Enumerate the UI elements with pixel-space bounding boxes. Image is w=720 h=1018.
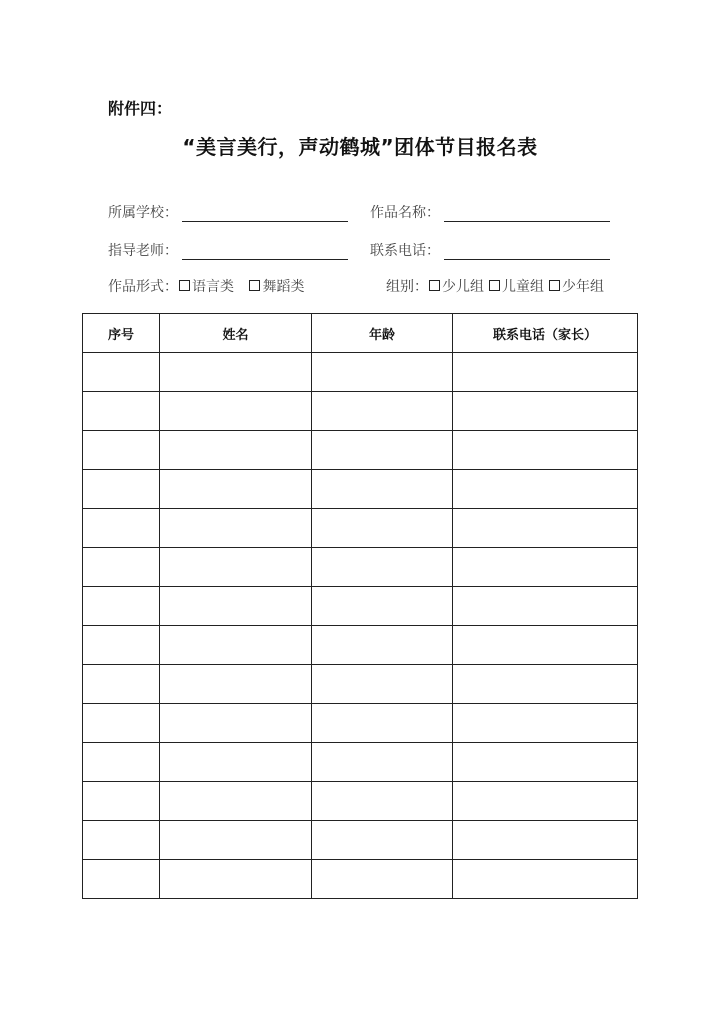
table-row <box>83 743 638 782</box>
cell-age[interactable] <box>312 860 453 899</box>
group-label: 组别： <box>386 279 428 295</box>
checkbox-language[interactable] <box>179 280 190 291</box>
teacher-field[interactable] <box>108 240 348 260</box>
teacher-label: 指导老师： <box>108 243 178 259</box>
form-type-label: 作品形式： <box>108 279 178 295</box>
cell-name[interactable] <box>160 392 312 431</box>
checkbox-children[interactable] <box>489 280 500 291</box>
cell-age[interactable] <box>312 782 453 821</box>
cell-name[interactable] <box>160 782 312 821</box>
column-header-age: 年龄 <box>312 314 453 353</box>
cell-age[interactable] <box>312 587 453 626</box>
cell-index[interactable] <box>83 704 160 743</box>
checkbox-youth[interactable] <box>549 280 560 291</box>
cell-age[interactable] <box>312 743 453 782</box>
column-header-index: 序号 <box>83 314 160 353</box>
table-row <box>83 626 638 665</box>
cell-name[interactable] <box>160 743 312 782</box>
cell-index[interactable] <box>83 392 160 431</box>
cell-parent-phone[interactable] <box>453 509 638 548</box>
cell-name[interactable] <box>160 509 312 548</box>
school-field[interactable] <box>108 202 348 222</box>
table-row <box>83 392 638 431</box>
form-type-row <box>108 276 308 296</box>
cell-index[interactable] <box>83 626 160 665</box>
group-row <box>386 276 608 296</box>
cell-index[interactable] <box>83 665 160 704</box>
cell-name[interactable] <box>160 665 312 704</box>
cell-age[interactable] <box>312 509 453 548</box>
school-label: 所属学校： <box>108 205 178 221</box>
cell-name[interactable] <box>160 587 312 626</box>
teacher-input-line[interactable] <box>182 245 348 260</box>
table-row <box>83 548 638 587</box>
table-row <box>83 665 638 704</box>
cell-index[interactable] <box>83 509 160 548</box>
attachment-label: 附件四： <box>108 99 173 118</box>
cell-parent-phone[interactable] <box>453 626 638 665</box>
cell-index[interactable] <box>83 782 160 821</box>
cell-age[interactable] <box>312 626 453 665</box>
cell-age[interactable] <box>312 665 453 704</box>
option-dance: 舞蹈类 <box>262 279 305 295</box>
cell-index[interactable] <box>83 548 160 587</box>
phone-field[interactable] <box>370 240 610 260</box>
cell-parent-phone[interactable] <box>453 821 638 860</box>
cell-age[interactable] <box>312 821 453 860</box>
cell-index[interactable] <box>83 860 160 899</box>
cell-age[interactable] <box>312 431 453 470</box>
cell-name[interactable] <box>160 470 312 509</box>
phone-input-line[interactable] <box>444 245 610 260</box>
cell-parent-phone[interactable] <box>453 665 638 704</box>
table-row <box>83 782 638 821</box>
cell-index[interactable] <box>83 353 160 392</box>
cell-parent-phone[interactable] <box>453 782 638 821</box>
option-preschool: 少儿组 <box>442 279 484 295</box>
cell-parent-phone[interactable] <box>453 548 638 587</box>
table-row <box>83 431 638 470</box>
table-row <box>83 470 638 509</box>
cell-parent-phone[interactable] <box>453 743 638 782</box>
work-name-field[interactable] <box>370 202 610 222</box>
option-language: 语言类 <box>192 279 234 295</box>
checkbox-dance[interactable] <box>249 280 260 291</box>
cell-index[interactable] <box>83 587 160 626</box>
cell-name[interactable] <box>160 860 312 899</box>
cell-name[interactable] <box>160 431 312 470</box>
table-row <box>83 587 638 626</box>
school-input-line[interactable] <box>182 207 348 222</box>
table-header-row <box>83 314 638 353</box>
registration-table <box>82 313 638 899</box>
cell-age[interactable] <box>312 548 453 587</box>
work-name-label: 作品名称： <box>370 205 440 221</box>
work-name-input-line[interactable] <box>444 207 610 222</box>
column-header-name: 姓名 <box>160 314 312 353</box>
phone-label: 联系电话： <box>370 243 440 259</box>
cell-parent-phone[interactable] <box>453 704 638 743</box>
cell-name[interactable] <box>160 626 312 665</box>
page-title: “美言美行，声动鹤城”团体节目报名表 <box>182 135 538 159</box>
cell-index[interactable] <box>83 470 160 509</box>
cell-parent-phone[interactable] <box>453 587 638 626</box>
cell-age[interactable] <box>312 392 453 431</box>
cell-parent-phone[interactable] <box>453 431 638 470</box>
option-children: 儿童组 <box>502 279 544 295</box>
cell-index[interactable] <box>83 431 160 470</box>
table-row <box>83 353 638 392</box>
table-row <box>83 821 638 860</box>
cell-parent-phone[interactable] <box>453 860 638 899</box>
cell-name[interactable] <box>160 548 312 587</box>
cell-index[interactable] <box>83 821 160 860</box>
cell-age[interactable] <box>312 353 453 392</box>
column-header-parent-phone: 联系电话（家长） <box>453 314 638 353</box>
table-row <box>83 704 638 743</box>
cell-index[interactable] <box>83 743 160 782</box>
table-row <box>83 509 638 548</box>
cell-name[interactable] <box>160 704 312 743</box>
table-body <box>83 353 638 899</box>
cell-parent-phone[interactable] <box>453 470 638 509</box>
cell-name[interactable] <box>160 353 312 392</box>
checkbox-preschool[interactable] <box>429 280 440 291</box>
cell-age[interactable] <box>312 704 453 743</box>
cell-parent-phone[interactable] <box>453 392 638 431</box>
cell-parent-phone[interactable] <box>453 353 638 392</box>
cell-name[interactable] <box>160 821 312 860</box>
option-youth: 少年组 <box>562 279 604 295</box>
table-row <box>83 860 638 899</box>
cell-age[interactable] <box>312 470 453 509</box>
